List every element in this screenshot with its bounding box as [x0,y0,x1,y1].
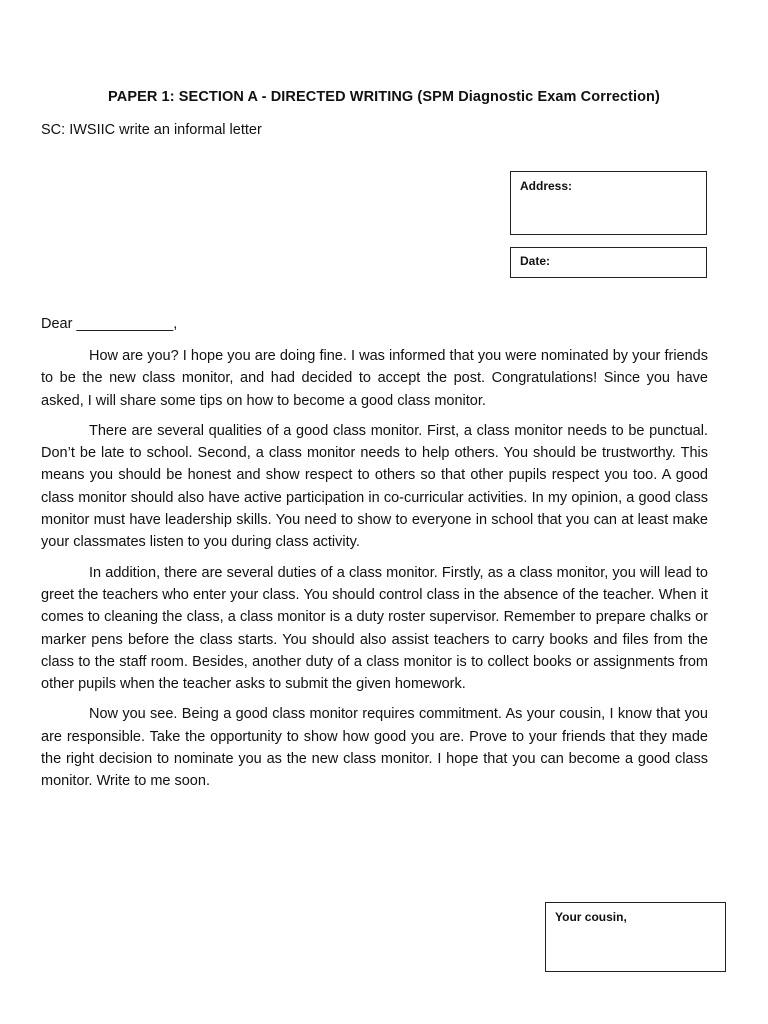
address-box [510,171,707,235]
address-label: Address: [520,179,573,193]
paragraph-2: There are several qualities of a good class monitor. First, a class monitor needs to be punctual. Don’t be late to school. Second, a class monitor needs to help others. You should be trustworthy. This means you should be honest and show respect to others so that other pupils respect you too. A good class monitor should also have active participation in co-curricular activities. In my opinion, a good class monitor must have leadership skills. You need to show to everyone in school that you can at least make your classmates listen to you during class activity. [41,422,708,551]
signature-label: Your cousin, [555,910,627,924]
salutation: Dear ____________, [41,316,178,332]
page-title: PAPER 1: SECTION A - DIRECTED WRITING (SPM Diagnostic Exam Correction) [108,89,660,105]
letter-body [41,345,708,801]
paragraph-3: In addition, there are several duties of a class monitor. Firstly, as a class monitor, you will lead to greet the teachers who enter your class. You should control class in the absence of the teacher. When it comes to cleaning the class, a class monitor is a duty roster supervisor. Remember to prepare chalks or marker pens before the class starts. You should also assist teachers to carry books and files from the class to the staff room. Besides, another duty of a class monitor is to collect books or assignments from other pupils when the teacher asks to submit the given homework. [41,564,708,693]
signature-box [545,902,726,972]
date-box [510,247,707,278]
date-label: Date: [520,254,551,268]
paragraph-1: How are you? I hope you are doing fine. I was informed that you were nominated by your friends to be the new class monitor, and had decided to accept the post. Congratulations! Since you have asked, I will share some tips on how to become a good class monitor. [41,348,708,409]
success-criteria: SC: IWSIIC write an informal letter [41,122,262,138]
paragraph-4: Now you see. Being a good class monitor requires commitment. As your cousin, I know that you are responsible. Take the opportunity to show how good you are. Prove to your friends that they made the right decision to nominate you as the new class monitor. I hope that you can become a good class monitor. Write to me soon. [41,706,708,790]
